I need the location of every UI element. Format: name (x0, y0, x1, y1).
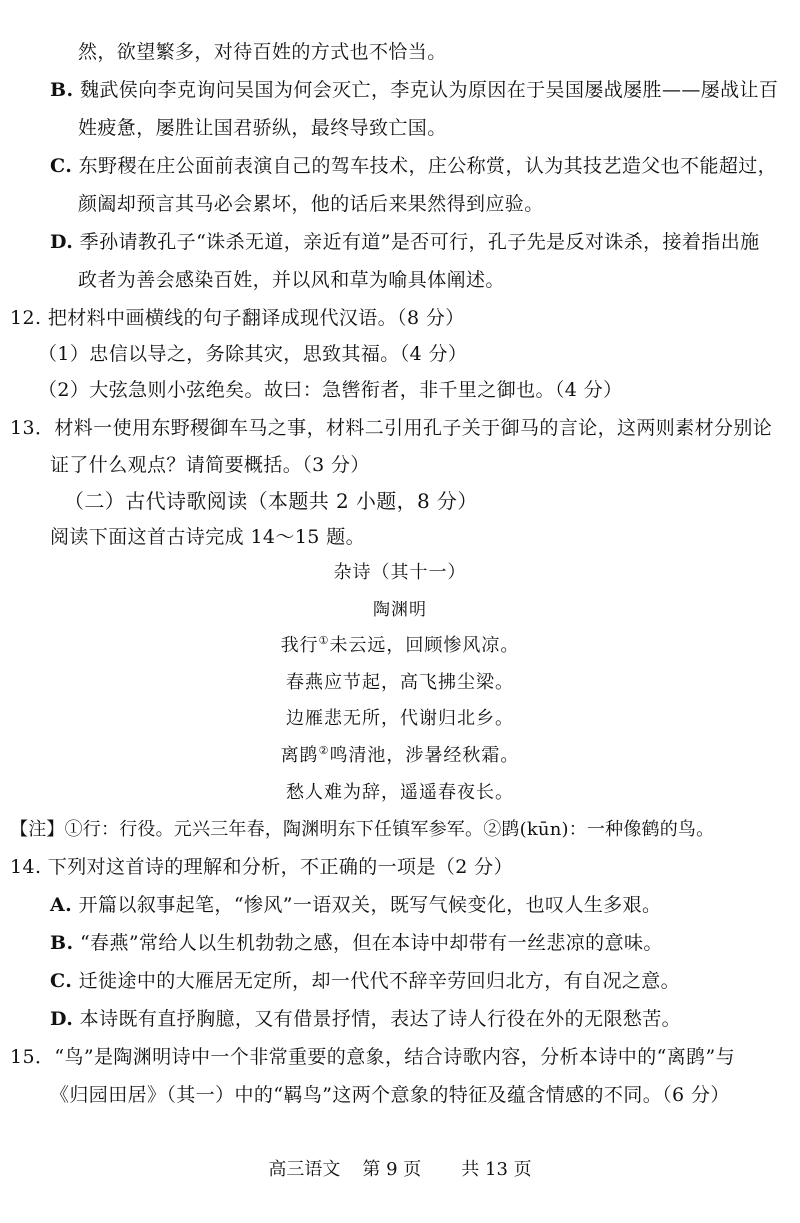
q11-option-c-cont: 颜阖却预言其马必会累坏，他的话后来果然得到应验。 (78, 193, 544, 215)
q13-stem-cont: 证了什么观点？请简要概括。（3 分） (50, 454, 370, 476)
poem-line-1-a: 我行 (280, 635, 319, 656)
option-text: 迁徙途中的大雁居无定所，却一代代不辞辛劳回归北方，有自况之意。 (78, 970, 681, 992)
q15-stem: 15．“鸟”是陶渊明诗中一个非常重要的意象，结合诗歌内容，分析本诗中的“离鹍”与 (10, 1046, 736, 1068)
q11-option-b (50, 78, 778, 102)
poem-line-2: 春燕应节起，高飞拂尘梁。 (286, 672, 514, 693)
q13-stem: 13．材料一使用东野稷御车马之事，材料二引用孔子关于御马的言论，这两则素材分别论 (10, 417, 773, 439)
poem-line-1-b: 未云远，回顾惨风凉。 (329, 635, 520, 656)
q11-option-d (50, 230, 760, 254)
option-text: 东野稷在庄公面前表演自己的驾车技术，庄公称赏，认为其技艺造父也不能超过， (78, 155, 778, 177)
option-text: 魏武侯向李克询问吴国为何会灭亡，李克认为原因在于吴国屡战屡胜——屡战让百 (79, 79, 779, 101)
option-text: 本诗既有直抒胸臆，又有借景抒情，表达了诗人行役在外的无限愁苦。 (79, 1008, 682, 1030)
q12-stem: 12. 把材料中画横线的句子翻译成现代汉语。（8 分） (10, 307, 465, 329)
option-label: C. (50, 970, 73, 992)
q12-item-1: （1）忠信以导之，务除其灾，思致其福。（4 分） (38, 343, 468, 365)
footnote-marker: ② (318, 744, 330, 757)
poem-line-4-a: 离鹍 (280, 745, 319, 766)
q14-stem: 14. 下列对这首诗的理解和分析，不正确的一项是（2 分） (10, 856, 513, 878)
footnote-marker: ① (318, 634, 330, 647)
q11-a-continuation: 然，欲望繁多，对待百姓的方式也不恰当。 (78, 41, 447, 63)
section-instruction: 阅读下面这首古诗完成 14～15 题。 (50, 526, 366, 548)
poem-line-5: 愁人难为辞，遥遥春夜长。 (286, 782, 514, 803)
poem-line-3: 边雁悲无所，代谢归北乡。 (286, 708, 514, 729)
option-text: 开篇以叙事起笔，“惨风”一语双关，既写气候变化，也叹人生多艰。 (78, 894, 662, 916)
q11-option-c (50, 154, 777, 178)
q14-option-c (50, 969, 680, 993)
q15-stem-cont: 《归园田居》（其一）中的“羁鸟”这两个意象的特征及蕴含情感的不同。（6 分） (50, 1084, 730, 1106)
poem-line-1 (0, 634, 800, 658)
option-label: B. (50, 79, 74, 101)
q11-option-b-cont: 姓疲惫，屡胜让国君骄纵，最终导致亡国。 (78, 117, 447, 139)
option-label: D. (50, 231, 74, 253)
section-heading: （二）古代诗歌阅读（本题共 2 小题，8 分） (64, 489, 478, 513)
q14-option-d (50, 1007, 681, 1031)
option-text: 季孙请教孔子“诛杀无道，亲近有道”是否可行，孔子先是反对诛杀，接着指出施 (79, 231, 760, 253)
poem-title: 杂诗（其十一） (333, 562, 467, 583)
footer-total-pages: 共 13 页 (461, 1159, 532, 1180)
poem-author: 陶渊明 (373, 600, 427, 620)
q14-option-b (50, 931, 663, 955)
q14-option-a (50, 893, 661, 917)
poem-line-4-b: 鸣清池，涉暑经秋霜。 (329, 745, 520, 766)
poem-line-4 (0, 744, 800, 768)
option-label: C. (50, 155, 73, 177)
poem-note: 【注】①行：行役。元兴三年春，陶渊明东下任镇军参军。②鹍(kūn)：一种像鹤的鸟。 (10, 819, 715, 840)
q12-item-2: （2）大弦急则小弦绝矣。故曰：急辔衔者，非千里之御也。（4 分） (38, 379, 623, 401)
page-footer (0, 1158, 800, 1182)
option-text: “春燕”常给人以生机勃勃之感，但在本诗中却带有一丝悲凉的意味。 (79, 932, 663, 954)
q11-option-d-cont: 政者为善会感染百姓，并以风和草为喻具体阐述。 (78, 269, 505, 291)
option-label: A. (50, 894, 73, 916)
option-label: B. (50, 932, 74, 954)
footer-subject: 高三语文 (268, 1159, 341, 1180)
option-label: D. (50, 1008, 74, 1030)
footer-page-number: 第 9 页 (362, 1159, 422, 1180)
